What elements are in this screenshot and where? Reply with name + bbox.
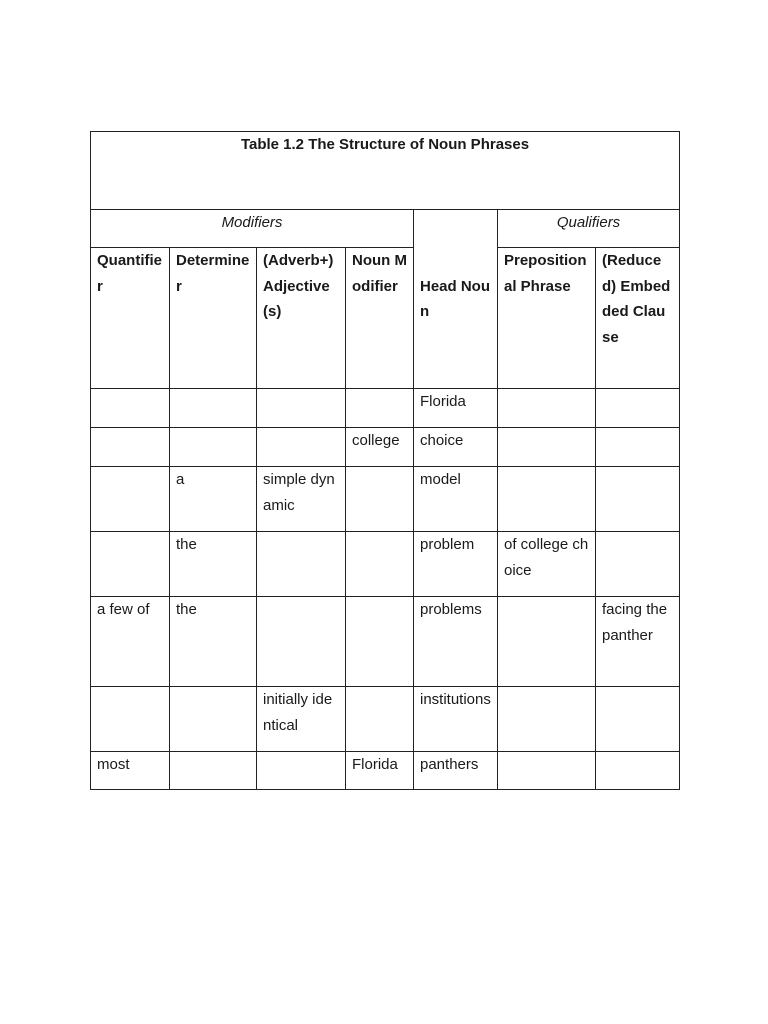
table-row xyxy=(91,428,680,467)
prepositional-phrase-cell xyxy=(498,597,596,687)
head-noun-cell: institutions xyxy=(414,687,498,752)
head-noun-cell: choice xyxy=(414,428,498,467)
determiner-cell: the xyxy=(170,597,257,687)
quantifier-cell: a few of xyxy=(91,597,170,687)
quantifier-cell xyxy=(91,532,170,597)
adjective-cell: initially identical xyxy=(257,687,346,752)
head-noun-cell: Florida xyxy=(414,389,498,428)
noun-modifier-cell xyxy=(346,389,414,428)
adjective-cell xyxy=(257,752,346,790)
determiner-cell: a xyxy=(170,467,257,532)
prepositional-phrase-cell: of college choice xyxy=(498,532,596,597)
quantifier-header: Quantifier xyxy=(91,248,170,389)
noun-phrase-table xyxy=(90,131,680,790)
embedded-clause-cell xyxy=(596,467,680,532)
prepositional-phrase-cell xyxy=(498,752,596,790)
table-row xyxy=(91,467,680,532)
table-row xyxy=(91,687,680,752)
adjective-cell xyxy=(257,597,346,687)
head-noun-cell: panthers xyxy=(414,752,498,790)
determiner-cell xyxy=(170,752,257,790)
adjective-cell xyxy=(257,389,346,428)
noun-modifier-cell xyxy=(346,532,414,597)
head-noun-header: Head Noun xyxy=(414,210,498,389)
table-row xyxy=(91,389,680,428)
table-row xyxy=(91,752,680,790)
adjective-cell xyxy=(257,532,346,597)
quantifier-cell xyxy=(91,389,170,428)
embedded-clause-cell: facing the panther xyxy=(596,597,680,687)
quantifier-cell: most xyxy=(91,752,170,790)
embedded-clause-cell xyxy=(596,532,680,597)
head-noun-cell: problems xyxy=(414,597,498,687)
prepositional-phrase-cell xyxy=(498,428,596,467)
prepositional-phrase-cell xyxy=(498,467,596,532)
determiner-cell xyxy=(170,389,257,428)
table-row xyxy=(91,532,680,597)
modifiers-group-header: Modifiers xyxy=(91,210,414,248)
determiner-cell xyxy=(170,428,257,467)
adjective-cell xyxy=(257,428,346,467)
determiner-header: Determiner xyxy=(170,248,257,389)
quantifier-cell xyxy=(91,687,170,752)
quantifier-cell xyxy=(91,428,170,467)
prepositional-phrase-cell xyxy=(498,389,596,428)
table-title: Table 1.2 The Structure of Noun Phrases xyxy=(91,132,680,210)
embedded-clause-cell xyxy=(596,752,680,790)
embedded-clause-header: (Reduced) Embedded Clause xyxy=(596,248,680,389)
prepositional-phrase-cell xyxy=(498,687,596,752)
qualifiers-group-header: Qualifiers xyxy=(498,210,680,248)
prepositional-phrase-header: Prepositional Phrase xyxy=(498,248,596,389)
adjective-cell: simple dynamic xyxy=(257,467,346,532)
head-noun-cell: problem xyxy=(414,532,498,597)
noun-modifier-cell xyxy=(346,467,414,532)
noun-modifier-cell xyxy=(346,687,414,752)
determiner-cell xyxy=(170,687,257,752)
quantifier-cell xyxy=(91,467,170,532)
noun-modifier-cell: college xyxy=(346,428,414,467)
noun-modifier-cell xyxy=(346,597,414,687)
embedded-clause-cell xyxy=(596,389,680,428)
table-row xyxy=(91,597,680,687)
embedded-clause-cell xyxy=(596,428,680,467)
embedded-clause-cell xyxy=(596,687,680,752)
determiner-cell: the xyxy=(170,532,257,597)
noun-modifier-cell: Florida xyxy=(346,752,414,790)
noun-modifier-header: Noun Modifier xyxy=(346,248,414,389)
adjective-header: (Adverb+) Adjective(s) xyxy=(257,248,346,389)
head-noun-cell: model xyxy=(414,467,498,532)
